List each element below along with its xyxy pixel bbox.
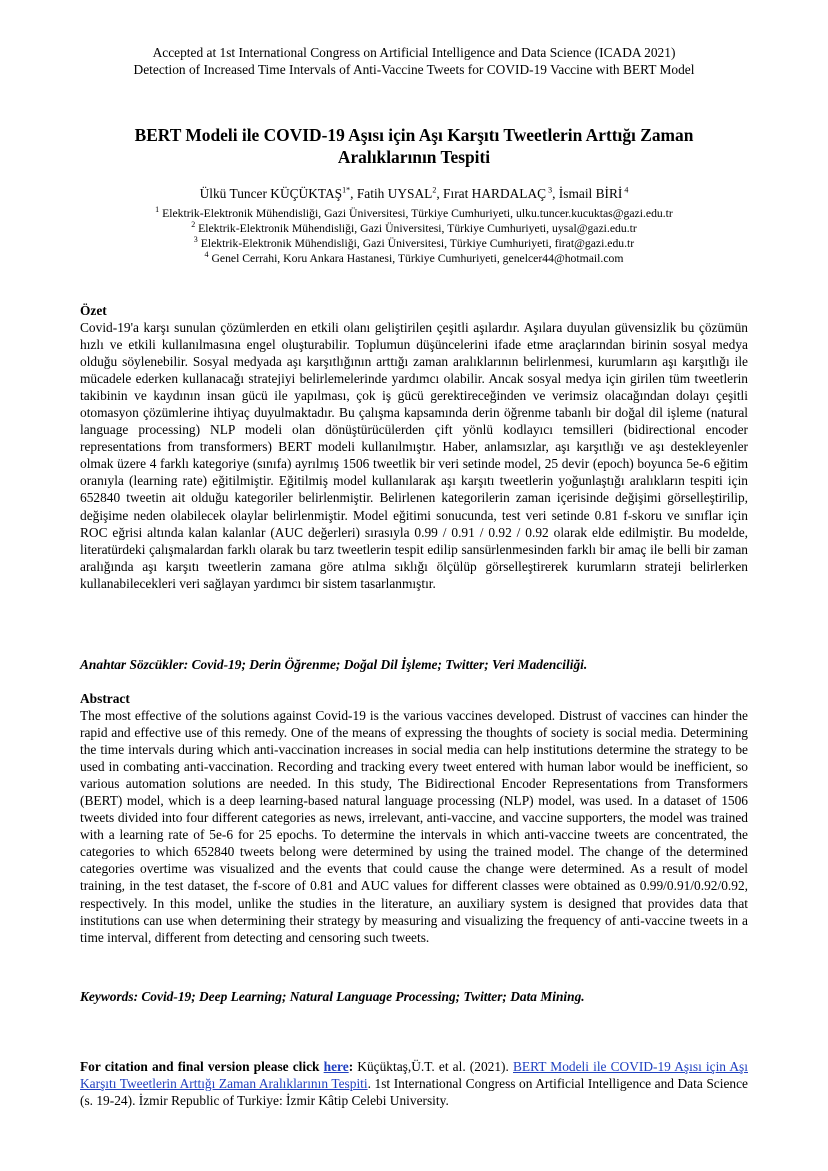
author-affil-mark: 3 xyxy=(546,185,553,195)
affiliation-number: 1 xyxy=(155,205,160,215)
affiliation-text: Elektrik-Elektronik Mühendisliği, Gazi Üniversitesi, Türkiye Cumhuriyeti, firat@gazi.edu.tr xyxy=(200,237,635,250)
ozet-body: Covid-19'a karşı sunulan çözümlerden en etkili olanı geliştirilen çeşitli aşılardır. Aşılara duyulan güvensizlik bu çözümün hızlı ve etkili kullanılmasına engel oluşturabilir. Toplumun düşüncelerini ifade etme araçlarından birinin sosyal medya olduğu söylenebilir. Sosyal medyada aşı karşıtlığının arttığı zaman aralıklarının belirlenmesi, kurumların aşı karşıtlığı ile mücadele ederken kullanacağı stratejiyi belirlemelerinde yardımcı olabilir. Ancak sosyal medya için girilen tüm tweetlerin takibinin ve kaydının insan gücü ile yapılması, çok iş gücü gerektireceğinden ve verimsiz olacağından dolayı çeşitli otomasyon çözümlerine ihtiyaç duyulmaktadır. Bu çalışma kapsamında derin öğrenme tabanlı bir doğal dil işleme (natural language processing) NLP modeli olan dönüştürücülerden çift yönlü kodlayıcı temsilleri (bidirectional encoder representations from transformers) BERT modeli kullanılmıştır. Haber, anlamsızlar, aşı karşıtlığı ve aşı destekleyenler olmak üzere 4 farklı kategoriye (sınıfa) ayrılmış 1506 tweetlik bir veri setinde model, 25 devir (epoch) boyunca 5e-6 eğitim oranıyla (learning rate) eğitilmiştir. Eğitilmiş model kullanılarak aşı karşıtı tweetlerin yoğunlaştığı aralıkların tespiti için 652840 tweetin ait olduğu kategoriler belirlenmiştir. Belirlenen kategorilerin zaman içerisinde değişimi görselleştirilip, değişime neden olabilecek olaylar belirlenmiştir. Model eğitimi sonucunda, test veri setinde 0.81 f-skoru ve sınıflar için ROC eğrisi altında kalan kalanlar (AUC değerleri) sırasıyla 0.99 / 0.91 / 0.92 / 0.92 olarak elde edilmiştir. Bu modelde, literatürdeki çalışmalardan farklı olarak bu tarz tweetlerin tespit edilip sansürlenmesinden farklı bir amaç ile belli bir zaman aralığında aşı karşıtı tweetlerin zamana göre atılma sıklığı ölçülüp görselleştirerek kurumların strateji belirlerken kullanabilecekleri veri sağlayan yardımcı bir sistem tasarlanmıştır. xyxy=(80,320,748,591)
author-name: Fatih UYSAL xyxy=(356,186,433,201)
affiliation-list xyxy=(80,206,748,266)
author-separator: , xyxy=(350,186,357,201)
affiliation-number: 2 xyxy=(191,220,196,230)
turkish-keywords: Anahtar Sözcükler: Covid-19; Derin Öğrenme; Doğal Dil İşleme; Twitter; Veri Madenciliği. xyxy=(80,657,588,672)
author-affil-mark: 4 xyxy=(622,185,629,195)
header-line-2: Detection of Increased Time Intervals of Anti-Vaccine Tweets for COVID-19 Vaccine with BERT Model xyxy=(133,62,695,77)
affiliation-text: Elektrik-Elektronik Mühendisliği, Gazi Üniversitesi, Türkiye Cumhuriyeti, ulku.tuncer.kucuktas@gazi.edu.tr xyxy=(162,207,673,220)
citation-authors: Küçüktaş,Ü.T. et al. (2021). xyxy=(357,1059,513,1074)
affiliation-item xyxy=(80,206,748,221)
citation-title-link[interactable]: BERT Modeli ile COVID-19 Aşısı için Aşı Karşıtı Tweetlerin Arttığı Zaman Aralıklarının Tespiti xyxy=(80,1059,748,1091)
author-separator: , xyxy=(552,186,559,201)
citation-lead: For citation and final version please click xyxy=(80,1059,324,1074)
title-line-2: Aralıklarının Tespiti xyxy=(337,147,491,167)
citation-rest: . 1st International Congress on Artificial Intelligence and Data Science (s. 19-24). İzmir Republic of Turkiye: İzmir Kâtip Celebi University. xyxy=(80,1076,748,1108)
english-keywords: Keywords: Covid-19; Deep Learning; Natural Language Processing; Twitter; Data Mining. xyxy=(80,989,585,1004)
ozet-heading: Özet xyxy=(80,303,107,318)
citation-here-link[interactable]: here xyxy=(323,1059,349,1074)
title-line-1: BERT Modeli ile COVID-19 Aşısı için Aşı Karşıtı Tweetlerin Arttığı Zaman xyxy=(134,125,694,145)
citation-colon: : xyxy=(348,1059,358,1074)
affiliation-text: Genel Cerrahi, Koru Ankara Hastanesi, Türkiye Cumhuriyeti, genelcer44@hotmail.com xyxy=(211,252,624,265)
paper-title xyxy=(80,124,748,168)
conference-header xyxy=(80,44,748,78)
author-affil-mark: 1* xyxy=(342,185,351,195)
abstract-body: The most effective of the solutions against Covid-19 is the various vaccines developed. Distrust of vaccines can hinder the rapid and effective use of this remedy. One of the means of expressing the thoughts of society is social media. Determining the time intervals during which anti-vaccination increases in social media can help institutions determine the strategy to be used in combating anti-vaccination. Recording and tracking every tweet entered with human labor would be inefficient, so various automation solutions are needed. In this study, The Bidirectional Encoder Representations from Transformers (BERT) model, which is a deep learning-based natural language processing (NLP) model, was used. In a dataset of 1506 tweets divided into four different categories as news, irrelevant, anti-vaccine, and vaccine supporters, the model was trained with a learning rate of 5e-6 for 25 epochs. To determine the intervals in which anti-vaccine tweets are concentrated, the categories to which 652840 tweets belong were determined by using the trained model. The change of the determined categories overtime was visualized and the events that could cause the change were determined. As a result of model training, in the test dataset, the f-score of 0.81 and AUC values for different classes were obtained as 0.99/0.91/0.92/0.92, respectively. In this model, unlike the studies in the literature, an auxiliary system is designed that provides data that institutions can use when determining their strategy by measuring and visualizing the frequency of anti-vaccine tweets in a time interval, different from detecting and censoring such tweets. xyxy=(80,708,748,945)
author-name: Ülkü Tuncer KÜÇÜKTAŞ xyxy=(199,186,343,201)
author-affil-mark: 2 xyxy=(432,185,437,195)
author-list xyxy=(80,186,748,202)
abstract-heading: Abstract xyxy=(80,691,130,706)
affiliation-item xyxy=(80,251,748,266)
author-name: İsmail BİRİ xyxy=(558,186,623,201)
citation-note xyxy=(80,1058,748,1109)
header-line-1: Accepted at 1st International Congress on Artificial Intelligence and Data Science (ICADA 2021) xyxy=(152,45,676,60)
affiliation-item xyxy=(80,221,748,236)
affiliation-text: Elektrik-Elektronik Mühendisliği, Gazi Üniversitesi, Türkiye Cumhuriyeti, uysal@gazi.edu.tr xyxy=(198,222,637,235)
affiliation-number: 3 xyxy=(193,235,198,245)
author-separator: , xyxy=(436,186,444,201)
affiliation-number: 4 xyxy=(204,250,209,260)
affiliation-item xyxy=(80,236,748,251)
author-name: Fırat HARDALAÇ xyxy=(443,186,547,201)
